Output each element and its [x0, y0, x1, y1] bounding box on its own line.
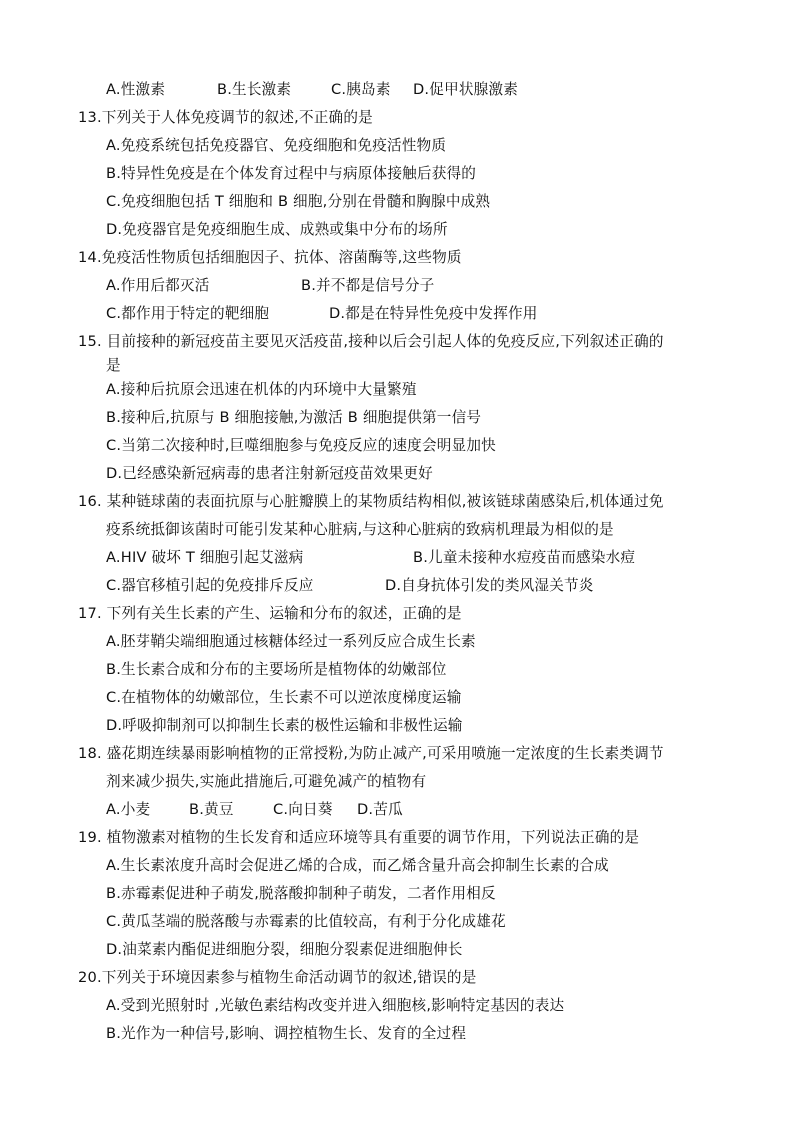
question-18-stem-cont: 剂来减少损失,实施此措施后,可避免减产的植物有 — [106, 773, 427, 790]
question-14-stem: 14.免疫活性物质包括细胞因子、抗体、溶菌酶等,这些物质 — [78, 249, 462, 266]
question-15-stem-cont: 是 — [106, 357, 121, 374]
question-19-stem: 19. 植物激素对植物的生长发育和适应环境等具有重要的调节作用，下列说法正确的是 — [78, 829, 640, 846]
question-15-option-d: D.已经感染新冠病毒的患者注射新冠疫苗效果更好 — [106, 465, 433, 482]
question-14-option-d: D.都是在特异性免疫中发挥作用 — [329, 305, 538, 322]
question-18-option-a: A.小麦 — [106, 801, 151, 818]
question-14-option-a: A.作用后都灭活 — [106, 277, 210, 294]
question-18-option-b: B.黄豆 — [189, 801, 234, 818]
prev-option-b: B.生长激素 — [217, 81, 292, 98]
question-13-option-a: A.免疫系统包括免疫器官、免疫细胞和免疫活性物质 — [106, 137, 447, 154]
question-19-option-c: C.黄瓜茎端的脱落酸与赤霉素的比值较高，有利于分化成雄花 — [106, 913, 506, 930]
question-18-option-c: C.向日葵 — [273, 801, 333, 818]
question-13-option-d: D.免疫器官是免疫细胞生成、成熟或集中分布的场所 — [106, 221, 448, 238]
question-15-option-b: B.接种后,抗原与 B 细胞接触,为激活 B 细胞提供第一信号 — [106, 409, 482, 426]
question-15-option-a: A.接种后抗原会迅速在机体的内环境中大量繁殖 — [106, 381, 417, 398]
question-15-option-c: C.当第二次接种时,巨噬细胞参与免疫反应的速度会明显加快 — [106, 437, 496, 454]
question-17-option-c: C.在植物体的幼嫩部位，生长素不可以逆浓度梯度运输 — [106, 689, 462, 706]
question-16-option-c: C.器官移植引起的免疫排斥反应 — [106, 577, 314, 594]
question-13-option-b: B.特异性免疫是在个体发育过程中与病原体接触后获得的 — [106, 165, 477, 182]
question-17-option-b: B.生长素合成和分布的主要场所是植物体的幼嫩部位 — [106, 661, 447, 678]
question-14-option-c: C.都作用于特定的靶细胞 — [106, 305, 270, 322]
prev-option-d: D.促甲状腺激素 — [413, 81, 519, 98]
question-17-stem: 17. 下列有关生长素的产生、运输和分布的叙述，正确的是 — [78, 605, 462, 622]
question-14-option-b: B.并不都是信号分子 — [301, 277, 435, 294]
question-19-option-a: A.生长素浓度升高时会促进乙烯的合成，而乙烯含量升高会抑制生长素的合成 — [106, 857, 609, 874]
question-18-option-d: D.苦瓜 — [357, 801, 403, 818]
question-17-option-a: A.胚芽鞘尖端细胞通过核糖体经过一系列反应合成生长素 — [106, 633, 476, 650]
question-13-option-c: C.免疫细胞包括 T 细胞和 B 细胞,分别在骨髓和胸腺中成熟 — [106, 193, 491, 210]
prev-option-c: C.胰岛素 — [331, 81, 391, 98]
question-19-option-b: B.赤霉素促进种子萌发,脱落酸抑制种子萌发，二者作用相反 — [106, 885, 496, 902]
question-13-stem: 13.下列关于人体免疫调节的叙述,不正确的是 — [78, 109, 373, 126]
question-16-option-a: A.HIV 破坏 T 细胞引起艾滋病 — [106, 549, 304, 566]
question-18-stem: 18. 盛花期连续暴雨影响植物的正常授粉,为防止减产,可采用喷施一定浓度的生长素类调节 — [78, 745, 664, 762]
question-20-option-a: A.受到光照射时 ,光敏色素结构改变并进入细胞核,影响特定基因的表达 — [106, 997, 565, 1014]
prev-option-a: A.性激素 — [106, 81, 166, 98]
question-16-option-d: D.自身抗体引发的类风湿关节炎 — [385, 577, 594, 594]
question-20-option-b: B.光作为一种信号,影响、调控植物生长、发育的全过程 — [106, 1025, 467, 1042]
question-19-option-d: D.油菜素内酯促进细胞分裂，细胞分裂素促进细胞伸长 — [106, 941, 463, 958]
question-15-stem: 15. 目前接种的新冠疫苗主要见灭活疫苗,接种以后会引起人体的免疫反应,下列叙述正确的 — [78, 333, 664, 350]
question-16-option-b: B.儿童未接种水痘疫苗而感染水痘 — [413, 549, 636, 566]
question-16-stem-cont: 疫系统抵御该菌时可能引发某种心脏病,与这种心脏病的致病机理最为相似的是 — [106, 521, 614, 538]
question-20-stem: 20.下列关于环境因素参与植物生命活动调节的叙述,错误的是 — [78, 969, 477, 986]
question-17-option-d: D.呼吸抑制剂可以抑制生长素的极性运输和非极性运输 — [106, 717, 463, 734]
question-16-stem: 16. 某种链球菌的表面抗原与心脏瓣膜上的某物质结构相似,被该链球菌感染后,机体通过免 — [78, 493, 664, 510]
